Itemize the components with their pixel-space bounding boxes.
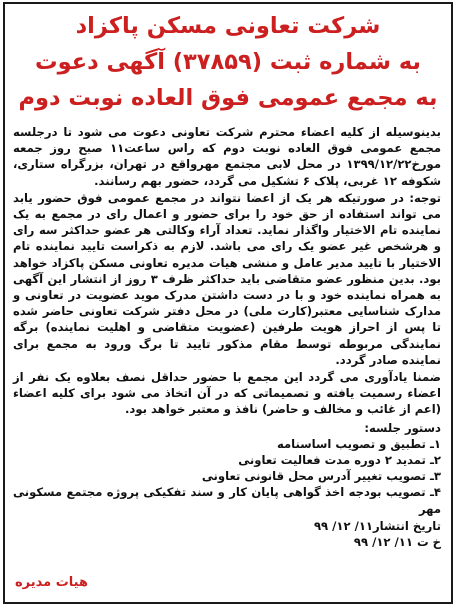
headline-line-3: به مجمع عمومی فوق العاده نوبت دوم (18, 85, 438, 111)
quorum-paragraph: ضمنا یادآوری می گردد این مجمع با حضور حداقل نصف بعلاوه یک نفر از اعضاء رسمیت یافته و تصمیماتی که در آن اتخاذ می شود برای کلیه اعضاء (اعم از غائب و مخالف و حاضر) نافذ و معتبر خواهد بود. (13, 370, 441, 417)
board-signature: هیات مدیره (15, 575, 88, 590)
newspaper-notice (3, 2, 453, 604)
notice-headline (5, 8, 451, 116)
notice-body (13, 124, 441, 517)
headline-line-1: شرکت تعاونی مسکن پاکزاد (75, 13, 381, 39)
invitation-paragraph: بدینوسیله از کلیه اعضاء محترم شرکت تعاونی دعوت می شود تا درجلسه مجمع عمومی فوق العاده نوبت دوم که راس ساعت۱۱ صبح روز جمعه مورخ۱۳۹۹/۱۲/۲۲ در محل لابی مجتمع مهرواقع در تهران، بزرگراه ستاری، شکوفه ۱۲ غربی، پلاک ۶ تشکیل می گردد، حضور بهم رسانند. (13, 125, 441, 188)
agenda-item: ۴ـ تصویب بودجه اخذ گواهی پایان کار و سند تفکیکی پروژه مجتمع مسکونی مهر (13, 485, 441, 516)
agenda-item: ۲ـ تمدید ۲ دوره مدت فعالیت تعاونی (238, 453, 441, 468)
agenda-item: ۳ـ تصویب تغییر آدرس محل قانونی تعاونی (201, 469, 441, 484)
reference-code: خ ت ۱۱/ ۱۲/ ۹۹ (353, 534, 441, 549)
notice-dates (13, 518, 441, 550)
agenda-title: دستور جلسه: (364, 420, 441, 435)
headline-line-2: به شماره ثبت (۳۷۸۵۹) آگهی دعوت (35, 49, 421, 75)
agenda-item: ۱ـ تطبیق و تصویب اساسنامه (276, 436, 441, 451)
attention-paragraph: توجه: در صورتیکه هر یک از اعضا نتواند در مجمع عمومی فوق حضور یابد می تواند استفاده از حق خود را برای حضور و اعمال رای در مجمع به یک نماینده تام الاختیار واگذار نماید. تعداد آراء وکالتی هر عضو حداکثر سه رای و هرشخص غیر عضو یک رای می باشد. لازم به ذکراست تایید نماینده تام الاختیار با تایید مدیر عامل و منشی هیات مدیره تعاونی مسکن پاکزاد خواهد بود. بدین منظور عضو متقاضی باید حداکثر ظرف ۳ روز از انتشار این آگهی به همراه نماینده خود و با در دست داشتن مدرک موید عضویت در تعاونی و مدارک شناسایی معتبر(کارت ملی) در محل دفتر شرکت تعاونی حاضر شده تا پس از احراز هویت طرفین (عضویت متقاضی و اهلیت نماینده) برگه نمایندگی مربوطه توسط مقام مذکور تایید تا برگ ورود به مجمع برای نماینده صادر گردد. (13, 190, 441, 367)
publish-date: تاریخ انتشار۱۱/ ۱۲/ ۹۹ (313, 518, 441, 533)
